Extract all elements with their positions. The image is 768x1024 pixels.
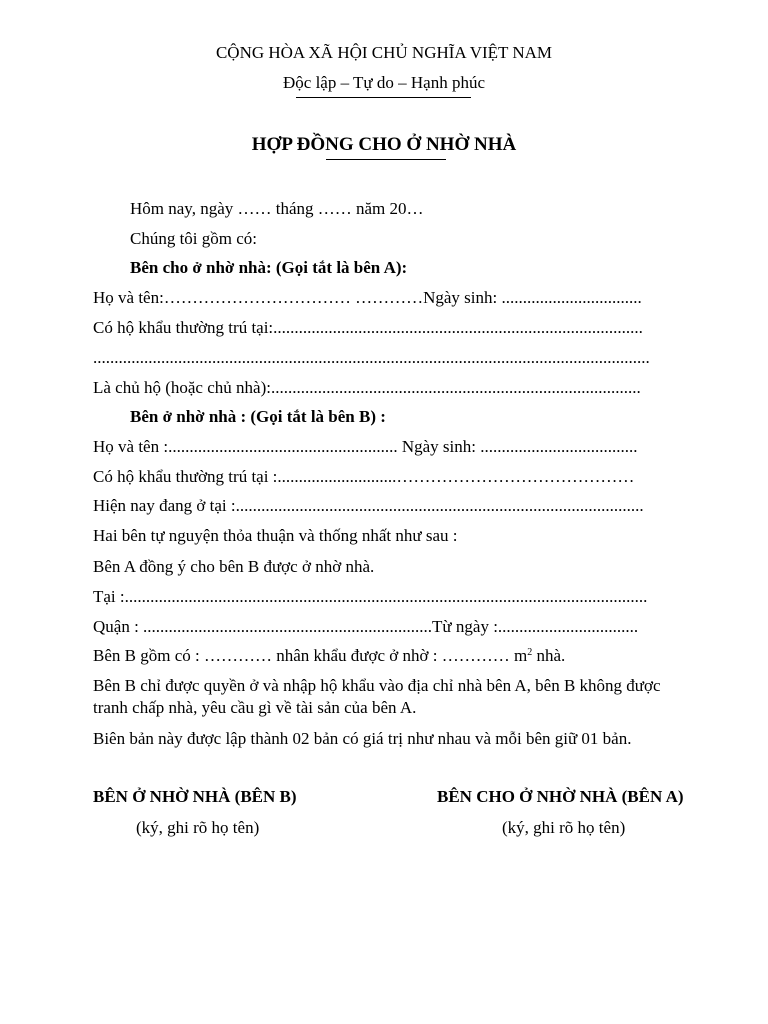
members-text-end: nhà.: [532, 646, 566, 665]
title-underline: [326, 159, 446, 160]
party-a-signature-note: (ký, ghi rõ họ tên): [502, 818, 626, 837]
party-b-name-field: Họ và tên :...................................................... Ngày sinh: .....................................: [93, 437, 638, 456]
intro-line: Chúng tôi gồm có:: [130, 229, 258, 248]
party-a-residence-continuation: ...................................................................................................................................: [93, 348, 650, 367]
national-motto: Độc lập – Tự do – Hạnh phúc: [283, 73, 485, 92]
party-a-signature-title: BÊN CHO Ở NHỜ NHÀ (BÊN A): [437, 787, 684, 806]
party-a-residence-field: Có hộ khẩu thường trú tại:.......................................................................................: [93, 318, 643, 337]
party-b-signature-title: BÊN Ở NHỜ NHÀ (BÊN B): [93, 787, 297, 806]
clause-rights-limits: Bên B chỉ được quyền ở và nhập hộ khẩu vào địa chỉ nhà bên A, bên B không được tranh chấp nhà, yêu cầu gì về tài sản của bên A.: [93, 676, 661, 717]
district-and-start-date-field: Quận : ....................................................................Từ ngày :.................................: [93, 617, 639, 636]
motto-underline: [296, 97, 471, 98]
location-field: Tại :...........................................................................................................................: [93, 587, 648, 606]
area-unit-superscript: 2: [527, 647, 533, 658]
party-b-current-address-field: Hiện nay đang ở tại :................................................................................................: [93, 496, 644, 515]
party-b-residence-field: Có hộ khẩu thường trú tại :............................……………………………………: [93, 467, 635, 486]
date-line: Hôm nay, ngày …… tháng …… năm 20…: [130, 199, 424, 218]
members-text: Bên B gồm có : ………… nhân khẩu được ở nhờ : ………… m: [93, 646, 528, 665]
clause-copies: Biên bản này được lập thành 02 bản có giá trị như nhau và mỗi bên giữ 01 bản.: [93, 729, 632, 748]
party-b-signature-note: (ký, ghi rõ họ tên): [136, 818, 260, 837]
national-title: CỘNG HÒA XÃ HỘI CHỦ NGHĨA VIỆT NAM: [215, 43, 553, 62]
contract-title: HỢP ĐỒNG CHO Ở NHỜ NHÀ: [251, 134, 517, 155]
members-and-area-line: [93, 646, 678, 666]
agreement-line: Hai bên tự nguyện thỏa thuận và thống nhất như sau :: [93, 526, 458, 545]
party-a-owner-field: Là chủ hộ (hoặc chủ nhà):.......................................................................................: [93, 378, 641, 397]
party-a-heading: Bên cho ở nhờ nhà: (Gọi tắt là bên A):: [130, 258, 408, 277]
party-b-heading: Bên ở nhờ nhà : (Gọi tắt là bên B) :: [130, 407, 386, 426]
party-a-name-field: Họ và tên:…………………………… …………Ngày sinh: .................................: [93, 288, 642, 307]
clause-allow-stay: Bên A đồng ý cho bên B được ở nhờ nhà.: [93, 557, 375, 576]
